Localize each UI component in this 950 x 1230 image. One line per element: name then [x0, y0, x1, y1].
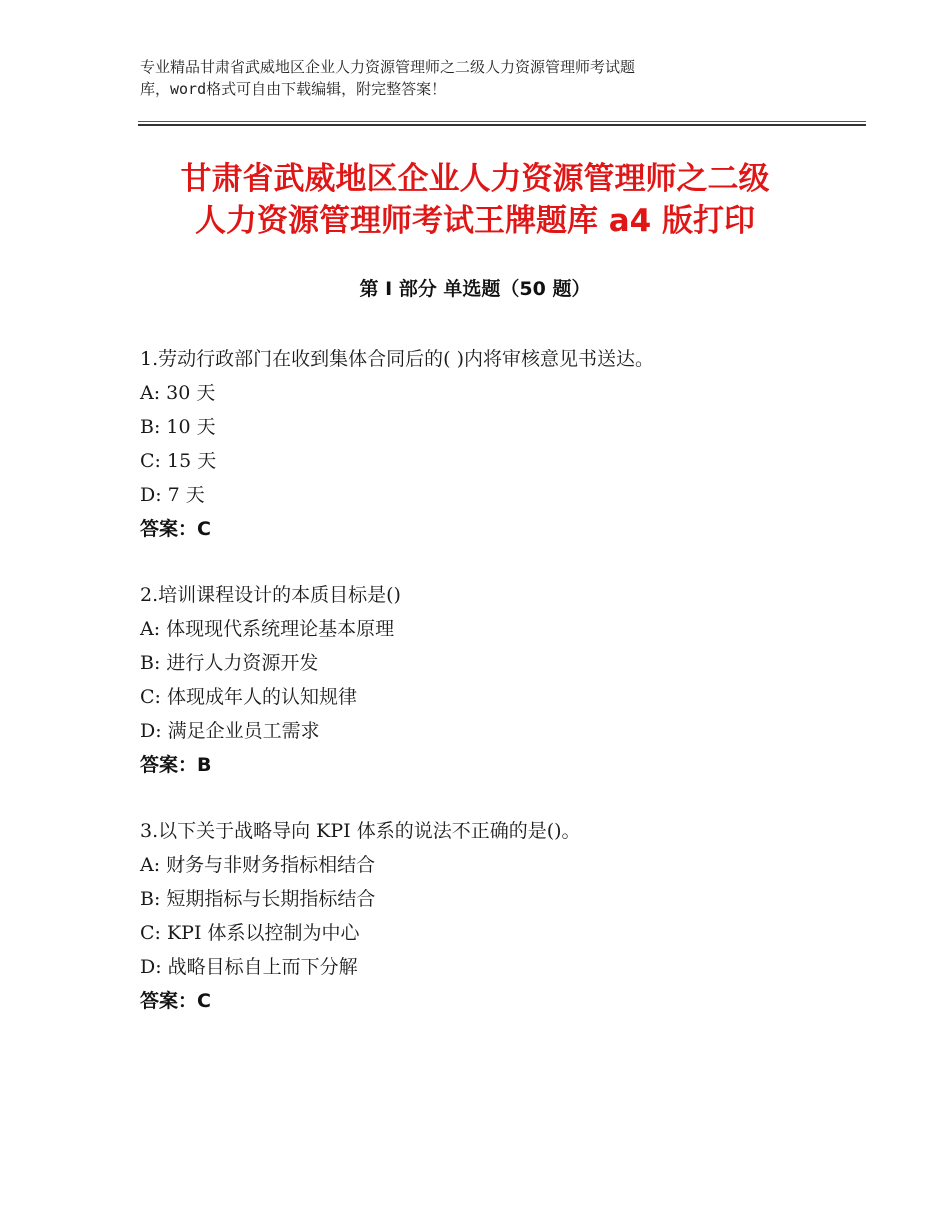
- option-c: C: 体现成年人的认知规律: [140, 686, 357, 708]
- question-stem: 1.劳动行政部门在收到集体合同后的( )内将审核意见书送达。: [140, 348, 654, 370]
- option-c: C: 15 天: [140, 450, 217, 472]
- question-list: [140, 342, 860, 1050]
- option-a: A: 30 天: [140, 382, 216, 404]
- question-item: [140, 578, 860, 782]
- option-a: A: 体现现代系统理论基本原理: [140, 618, 395, 640]
- option-d: D: 7 天: [140, 484, 205, 506]
- option-b: B: 短期指标与长期指标结合: [140, 888, 376, 910]
- answer-label: 答案：C: [140, 518, 211, 540]
- header-note-line1: 专业精品甘肃省武威地区企业人力资源管理师之二级人力资源管理师考试题: [140, 58, 636, 76]
- question-item: [140, 342, 860, 546]
- option-d: D: 满足企业员工需求: [140, 720, 320, 742]
- document-title-line2: 人力资源管理师考试王牌题库 a4 版打印: [194, 203, 756, 239]
- answer-label: 答案：B: [140, 754, 212, 776]
- option-d: D: 战略目标自上而下分解: [140, 956, 358, 978]
- question-item: [140, 814, 860, 1018]
- document-title-line1: 甘肃省武威地区企业人力资源管理师之二级: [180, 161, 770, 197]
- option-a: A: 财务与非财务指标相结合: [140, 854, 376, 876]
- header-divider: [138, 121, 866, 127]
- option-b: B: 10 天: [140, 416, 216, 438]
- answer-label: 答案：C: [140, 990, 211, 1012]
- option-b: B: 进行人力资源开发: [140, 652, 319, 674]
- option-c: C: KPI 体系以控制为中心: [140, 922, 360, 944]
- section-title: 第 I 部分 单选题（50 题）: [359, 278, 591, 300]
- question-stem: 3.以下关于战略导向 KPI 体系的说法不正确的是()。: [140, 820, 581, 842]
- header-note: [140, 56, 780, 100]
- header-note-line2: 库，word格式可自由下载编辑，附完整答案！: [140, 80, 447, 98]
- document-title: [95, 158, 855, 242]
- question-stem: 2.培训课程设计的本质目标是(): [140, 584, 401, 606]
